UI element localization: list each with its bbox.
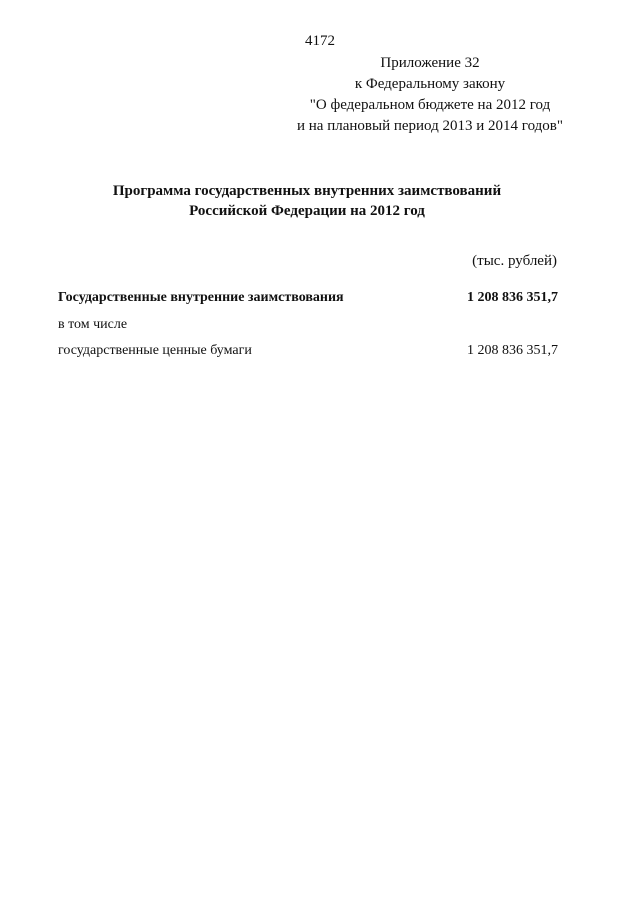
table-row-securities	[58, 341, 558, 361]
title-line: Российской Федерации на 2012 год	[189, 203, 425, 219]
row-value: 1 208 836 351,7	[467, 290, 558, 305]
page-number: 4172	[305, 33, 335, 49]
appendix-line: и на плановый период 2013 и 2014 годов"	[297, 118, 563, 134]
title-line: Программа государственных внутренних заимствований	[112, 183, 502, 199]
units-label: (тыс. рублей)	[472, 253, 557, 269]
appendix-line: Приложение 32	[380, 55, 480, 71]
table-row-total	[58, 288, 558, 308]
document-title	[0, 181, 614, 221]
appendix-block	[280, 53, 580, 137]
appendix-line: к Федеральному закону	[354, 76, 506, 92]
row-value: 1 208 836 351,7	[467, 343, 558, 358]
table-row-including	[58, 315, 558, 335]
appendix-line: "О федеральном бюджете на 2012 год	[309, 97, 551, 113]
row-label: государственные ценные бумаги	[58, 343, 252, 358]
row-label: Государственные внутренние заимствования	[58, 290, 344, 305]
row-label: в том числе	[58, 317, 128, 332]
